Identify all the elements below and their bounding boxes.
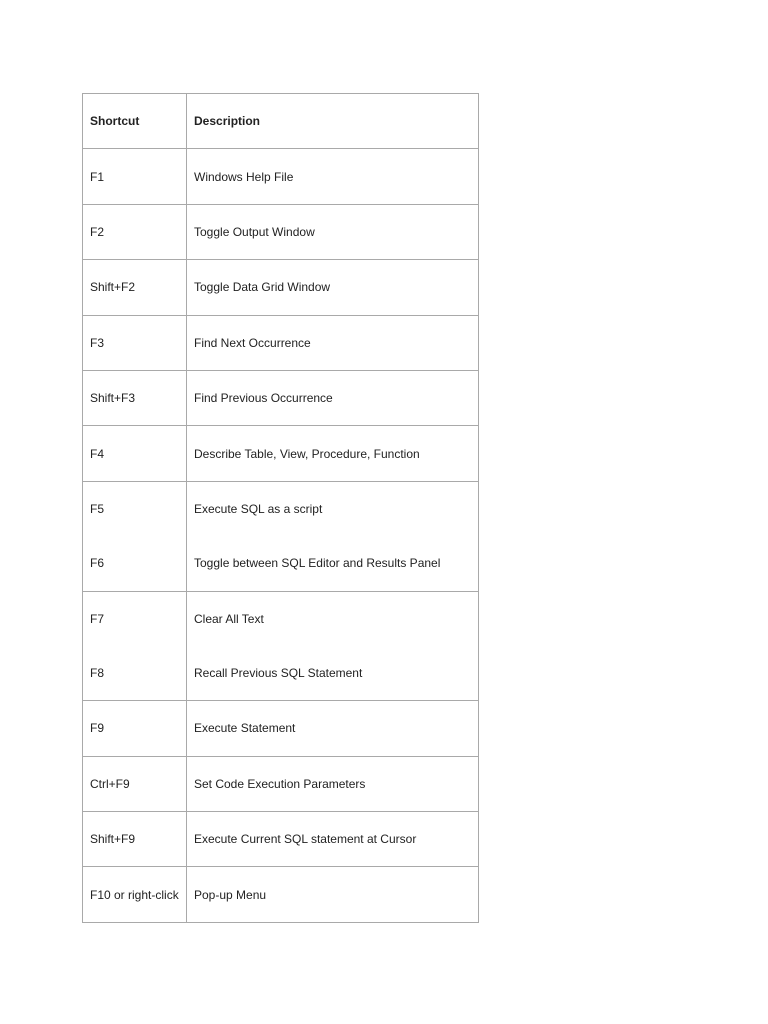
table-header-row: [83, 94, 479, 149]
description-cell: Find Previous Occurrence: [187, 370, 479, 425]
description-cell: Find Next Occurrence: [187, 315, 479, 370]
description-cell: Toggle Data Grid Window: [187, 260, 479, 315]
description-cell: Windows Help File: [187, 149, 479, 204]
table-row: [83, 536, 479, 591]
table-row: [83, 481, 479, 536]
shortcut-cell: F6: [83, 536, 187, 591]
shortcut-cell: F1: [83, 149, 187, 204]
description-cell: Pop-up Menu: [187, 867, 479, 922]
shortcut-cell: Shift+F3: [83, 370, 187, 425]
shortcut-cell: F7: [83, 591, 187, 646]
description-cell: Clear All Text: [187, 591, 479, 646]
table-row: [83, 701, 479, 756]
shortcut-table: [82, 93, 479, 923]
description-cell: Execute SQL as a script: [187, 481, 479, 536]
table-row: [83, 867, 479, 922]
shortcut-cell: F3: [83, 315, 187, 370]
description-cell: Toggle between SQL Editor and Results Panel: [187, 536, 479, 591]
header-description: Description: [187, 94, 479, 149]
description-cell: Describe Table, View, Procedure, Function: [187, 426, 479, 481]
table-row: [83, 756, 479, 811]
table-row: [83, 591, 479, 646]
description-cell: Recall Previous SQL Statement: [187, 646, 479, 701]
shortcut-cell: F8: [83, 646, 187, 701]
table-row: [83, 646, 479, 701]
table-row: [83, 149, 479, 204]
description-cell: Toggle Output Window: [187, 204, 479, 259]
shortcut-cell: Shift+F9: [83, 812, 187, 867]
shortcut-cell: F4: [83, 426, 187, 481]
shortcut-cell: Shift+F2: [83, 260, 187, 315]
shortcut-cell: F2: [83, 204, 187, 259]
description-cell: Set Code Execution Parameters: [187, 756, 479, 811]
description-cell: Execute Current SQL statement at Cursor: [187, 812, 479, 867]
table-row: [83, 370, 479, 425]
table-row: [83, 812, 479, 867]
shortcut-cell: F5: [83, 481, 187, 536]
header-shortcut: Shortcut: [83, 94, 187, 149]
table-row: [83, 315, 479, 370]
shortcut-cell: F9: [83, 701, 187, 756]
table-row: [83, 260, 479, 315]
shortcut-cell: Ctrl+F9: [83, 756, 187, 811]
description-cell: Execute Statement: [187, 701, 479, 756]
shortcut-cell: F10 or right-click: [83, 867, 187, 922]
table-row: [83, 204, 479, 259]
table-row: [83, 426, 479, 481]
